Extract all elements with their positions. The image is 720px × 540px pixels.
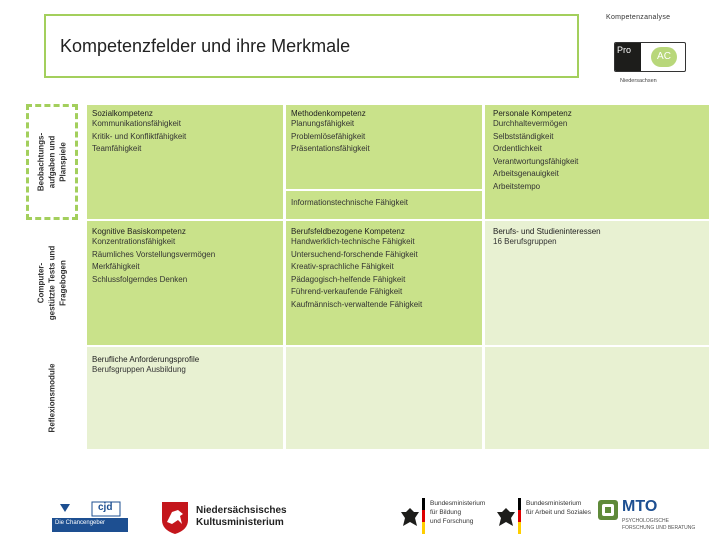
cell-empty-right <box>484 346 710 450</box>
mto-mark-icon <box>598 500 618 520</box>
list-item: Arbeitstempo <box>493 181 541 191</box>
cell-personal <box>484 104 710 220</box>
logo-top-text: Kompetenzanalyse <box>606 14 671 21</box>
cell-personal-title: Personale Kompetenz <box>493 109 572 118</box>
cell-profiles <box>86 346 284 450</box>
cjd-mark: cjd <box>98 502 113 513</box>
bmbf-line3: und Forschung <box>430 518 474 525</box>
cell-method-title: Methodenkompetenz <box>291 109 366 118</box>
list-item: 16 Berufsgruppen <box>493 237 557 246</box>
footer-logos <box>0 490 720 540</box>
cjd-text: Die Chancengeber <box>55 520 106 526</box>
list-item: Pädagogisch-helfende Fähigkeit <box>291 274 406 284</box>
list-item: Informationstechnische Fähigkeit <box>291 198 408 207</box>
nds-logo <box>160 500 300 534</box>
cell-social-title: Sozialkompetenz <box>92 109 153 118</box>
row-label-observation-text: Beobachtungs- aufgaben und Planspiele <box>36 132 68 192</box>
list-item: Kommunikationsfähigkeit <box>92 119 181 128</box>
mto-name: MTO <box>622 498 658 515</box>
cell-field-title: Berufsfeldbezogene Kompetenz <box>291 227 405 236</box>
logo-right-text: AC <box>651 47 677 67</box>
eagle-icon <box>496 506 516 528</box>
list-item: Untersuchend-forschende Fähigkeit <box>291 249 418 259</box>
cjd-logo-graphic <box>52 500 128 532</box>
list-item: Berufsgruppen Ausbildung <box>92 365 186 374</box>
mto-logo <box>598 498 714 538</box>
row-label-reflection <box>26 346 78 450</box>
mto-sub2: FORSCHUNG UND BERATUNG <box>622 525 696 531</box>
list-item: Konzentrationsfähigkeit <box>92 237 176 246</box>
page-title: Kompetenzfelder und ihre Merkmale <box>60 36 351 56</box>
flag-stripe-icon <box>422 498 425 534</box>
flag-stripe-icon <box>518 498 521 534</box>
list-item: Arbeitsgenauigkeit <box>493 169 559 178</box>
bmas-line1: Bundesministerium <box>526 500 582 507</box>
list-item: Teamfähigkeit <box>92 144 142 153</box>
cell-interests <box>484 220 710 346</box>
cell-empty-middle <box>285 346 483 450</box>
bmas-line2: für Arbeit und Soziales <box>526 509 592 516</box>
nds-line1: Niedersächsisches <box>196 505 287 516</box>
logo-mark <box>614 42 686 72</box>
cell-profiles-title: Berufliche Anforderungsprofile <box>92 355 200 364</box>
list-item: Kritik- und Konfliktfähigkeit <box>92 131 187 141</box>
cell-field <box>285 220 483 346</box>
list-item: Ordentlichkeit <box>493 144 542 153</box>
row-label-observation <box>26 104 78 220</box>
eagle-icon <box>400 506 420 528</box>
bmbf-line1: Bundesministerium <box>430 500 486 507</box>
row-label-tests <box>26 220 78 346</box>
cell-cognitive-title: Kognitive Basiskompetenz <box>92 227 186 236</box>
nds-crest-icon <box>160 500 190 534</box>
list-item: Handwerklich-technische Fähigkeit <box>291 237 415 246</box>
cjd-logo <box>52 500 128 532</box>
cell-cognitive <box>86 220 284 346</box>
profiac-logo <box>598 12 710 92</box>
bmas-logo <box>496 496 596 536</box>
list-item: Problemlösefähigkeit <box>291 131 366 141</box>
list-item: Durchhaltevermögen <box>493 119 568 128</box>
bmbf-line2: für Bildung <box>430 509 462 516</box>
bmbf-logo <box>400 496 500 536</box>
list-item: Planungsfähigkeit <box>291 119 355 128</box>
list-item: Kreativ-sprachliche Fähigkeit <box>291 262 394 271</box>
mto-sub1: PSYCHOLOGISCHE <box>622 518 669 524</box>
cell-social <box>86 104 284 220</box>
list-item: Merkfähigkeit <box>92 262 140 271</box>
list-item: Räumliches Vorstellungsvermögen <box>92 249 216 259</box>
list-item: Führend-verkaufende Fähigkeit <box>291 287 403 296</box>
list-item: Selbstständigkeit <box>493 131 554 141</box>
logo-sub-text: Niedersachsen <box>620 78 657 84</box>
row-label-tests-text: Computer- gestützte Tests und Fragebogen <box>36 245 68 321</box>
row-label-reflection-text: Reflexionsmodule <box>47 363 57 433</box>
nds-line2: Kultusministerium <box>196 517 284 528</box>
cell-method <box>285 104 483 190</box>
cell-method-it <box>285 190 483 220</box>
list-item: Präsentationsfähigkeit <box>291 144 370 153</box>
logo-left-text: Pro <box>615 43 641 71</box>
list-item: Kaufmännisch-verwaltende Fähigkeit <box>291 299 423 309</box>
cell-interests-title: Berufs- und Studieninteressen <box>493 227 601 236</box>
list-item: Verantwortungsfähigkeit <box>493 156 579 166</box>
list-item: Schlussfolgerndes Denken <box>92 274 188 284</box>
